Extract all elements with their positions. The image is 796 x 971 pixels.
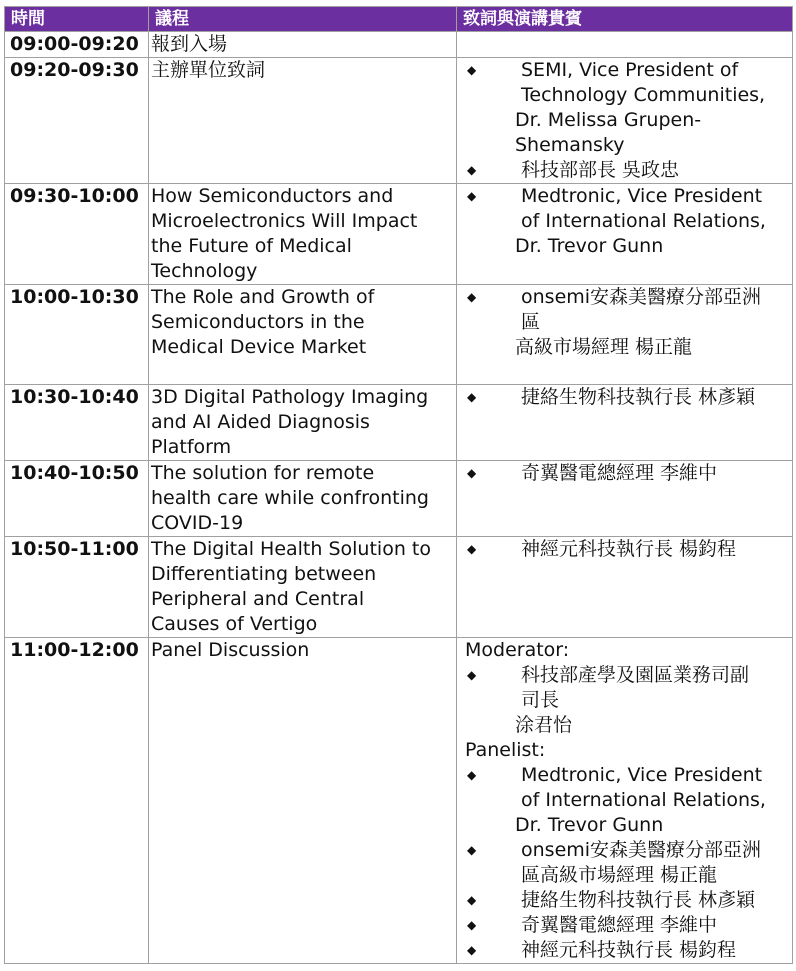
speaker-bullet-item xyxy=(465,763,786,788)
topic-line: health care while confronting xyxy=(151,487,429,509)
topic-line: Platform xyxy=(151,436,232,458)
table-row xyxy=(5,537,793,638)
speaker-continuation: Dr. Trevor Gunn xyxy=(515,235,664,257)
session-speakers xyxy=(457,537,793,638)
session-topic xyxy=(149,461,457,537)
speaker-text: 神經元科技執行長 楊鈞程 xyxy=(521,538,737,560)
session-time: 09:30-10:00 xyxy=(5,184,149,285)
session-topic xyxy=(149,32,457,58)
topic-line: Microelectronics Will Impact xyxy=(151,210,418,232)
header-speakers: 致詞與演講貴賓 xyxy=(457,7,793,32)
speaker-bullet-item xyxy=(465,838,786,863)
session-time: 10:50-11:00 xyxy=(5,537,149,638)
speaker-continuation: 涂君怡 xyxy=(515,714,573,736)
speaker-continuation: Shemansky xyxy=(515,134,625,156)
speaker-bullet-line xyxy=(465,863,786,888)
agenda-body xyxy=(5,32,793,964)
header-row xyxy=(5,7,793,32)
topic-line: The solution for remote xyxy=(151,462,375,484)
topic-line: Panel Discussion xyxy=(151,639,310,661)
topic-line: and AI Aided Diagnosis xyxy=(151,411,370,433)
speaker-continuation: Dr. Trevor Gunn xyxy=(515,814,664,836)
diamond-bullet-icon: ◆ xyxy=(467,163,477,177)
session-time: 09:20-09:30 xyxy=(5,58,149,184)
session-speakers xyxy=(457,32,793,58)
topic-line: The Role and Growth of xyxy=(151,286,375,308)
speaker-bullet-item xyxy=(465,888,786,913)
speaker-text: Medtronic, Vice President xyxy=(521,185,763,207)
header-topic: 議程 xyxy=(149,7,457,32)
speaker-text: 區高級市場經理 楊正龍 xyxy=(521,864,718,886)
speaker-text: of International Relations, xyxy=(521,210,766,232)
table-row xyxy=(5,285,793,385)
speaker-bullet-line xyxy=(465,688,786,713)
session-speakers xyxy=(457,638,793,964)
topic-line: Differentiating between xyxy=(151,563,377,585)
session-topic xyxy=(149,184,457,285)
speaker-text: 科技部部長 吳政忠 xyxy=(521,159,680,181)
diamond-bullet-icon: ◆ xyxy=(467,768,477,782)
topic-line: the Future of Medical xyxy=(151,235,352,257)
speaker-text: 神經元科技執行長 楊鈞程 xyxy=(521,939,737,961)
topic-line: 3D Digital Pathology Imaging xyxy=(151,386,429,408)
agenda-table-container xyxy=(4,6,792,964)
topic-line: Peripheral and Central xyxy=(151,588,365,610)
diamond-bullet-icon: ◆ xyxy=(467,390,477,404)
diamond-bullet-icon: ◆ xyxy=(467,943,477,957)
session-time: 10:30-10:40 xyxy=(5,385,149,461)
session-speakers xyxy=(457,461,793,537)
header-time: 時間 xyxy=(5,7,149,32)
topic-line: The Digital Health Solution to xyxy=(151,538,431,560)
speaker-continuation: 高級市場經理 楊正龍 xyxy=(515,336,693,358)
speaker-text: 區 xyxy=(521,311,541,333)
session-topic xyxy=(149,58,457,184)
speaker-text: Medtronic, Vice President xyxy=(521,764,763,786)
speaker-bullet-line xyxy=(465,209,786,234)
speaker-bullet-item xyxy=(465,663,786,688)
topic-line: 主辦單位致詞 xyxy=(151,59,266,81)
topic-line: Medical Device Market xyxy=(151,336,367,358)
table-row xyxy=(5,385,793,461)
topic-line: Semiconductors in the xyxy=(151,311,365,333)
topic-line: Causes of Vertigo xyxy=(151,613,318,635)
session-topic xyxy=(149,638,457,964)
speaker-role-label: Panelist: xyxy=(465,739,546,761)
table-row xyxy=(5,461,793,537)
speaker-bullet-item xyxy=(465,385,786,410)
speaker-bullet-line xyxy=(465,310,786,335)
table-row xyxy=(5,638,793,964)
speaker-bullet-item xyxy=(465,158,786,183)
diamond-bullet-icon: ◆ xyxy=(467,893,477,907)
session-speakers xyxy=(457,385,793,461)
session-topic xyxy=(149,385,457,461)
table-row xyxy=(5,184,793,285)
speaker-text: 司長 xyxy=(521,689,560,711)
speaker-text: of International Relations, xyxy=(521,789,766,811)
diamond-bullet-icon: ◆ xyxy=(467,63,477,77)
speaker-bullet-item xyxy=(465,537,786,562)
speaker-text: onsemi安森美醫療分部亞洲 xyxy=(521,286,762,308)
topic-line: How Semiconductors and xyxy=(151,185,394,207)
diamond-bullet-icon: ◆ xyxy=(467,542,477,556)
speaker-bullet-item xyxy=(465,913,786,938)
speaker-bullet-item xyxy=(465,461,786,486)
topic-line: 報到入場 xyxy=(151,33,228,55)
speaker-bullet-item xyxy=(465,184,786,209)
table-row xyxy=(5,58,793,184)
speaker-text: Technology Communities, xyxy=(521,84,766,106)
session-topic xyxy=(149,285,457,385)
session-time: 10:00-10:30 xyxy=(5,285,149,385)
speaker-text: SEMI, Vice President of xyxy=(521,59,739,81)
speaker-bullet-item xyxy=(465,58,786,83)
speaker-text: 科技部產學及園區業務司副 xyxy=(521,664,750,686)
topic-line: Technology xyxy=(151,260,258,282)
speaker-bullet-line xyxy=(465,788,786,813)
session-time: 11:00-12:00 xyxy=(5,638,149,964)
session-topic xyxy=(149,537,457,638)
diamond-bullet-icon: ◆ xyxy=(467,466,477,480)
table-row xyxy=(5,32,793,58)
diamond-bullet-icon: ◆ xyxy=(467,189,477,203)
diamond-bullet-icon: ◆ xyxy=(467,668,477,682)
agenda-table xyxy=(4,6,793,964)
session-speakers xyxy=(457,184,793,285)
speaker-text: onsemi安森美醫療分部亞洲 xyxy=(521,839,762,861)
session-time: 09:00-09:20 xyxy=(5,32,149,58)
topic-line: COVID-19 xyxy=(151,512,244,534)
session-speakers xyxy=(457,285,793,385)
speaker-continuation: Dr. Melissa Grupen- xyxy=(515,109,702,131)
speaker-text: 奇翼醫電總經理 李維中 xyxy=(521,914,718,936)
speaker-text: 捷絡生物科技執行長 林彥穎 xyxy=(521,889,756,911)
session-time: 10:40-10:50 xyxy=(5,461,149,537)
speaker-role-label: Moderator: xyxy=(465,639,570,661)
diamond-bullet-icon: ◆ xyxy=(467,290,477,304)
speaker-bullet-item xyxy=(465,938,786,963)
speaker-bullet-line xyxy=(465,83,786,108)
speaker-text: 捷絡生物科技執行長 林彥穎 xyxy=(521,386,756,408)
diamond-bullet-icon: ◆ xyxy=(467,843,477,857)
speaker-bullet-item xyxy=(465,285,786,310)
session-speakers xyxy=(457,58,793,184)
speaker-text: 奇翼醫電總經理 李維中 xyxy=(521,462,718,484)
diamond-bullet-icon: ◆ xyxy=(467,918,477,932)
